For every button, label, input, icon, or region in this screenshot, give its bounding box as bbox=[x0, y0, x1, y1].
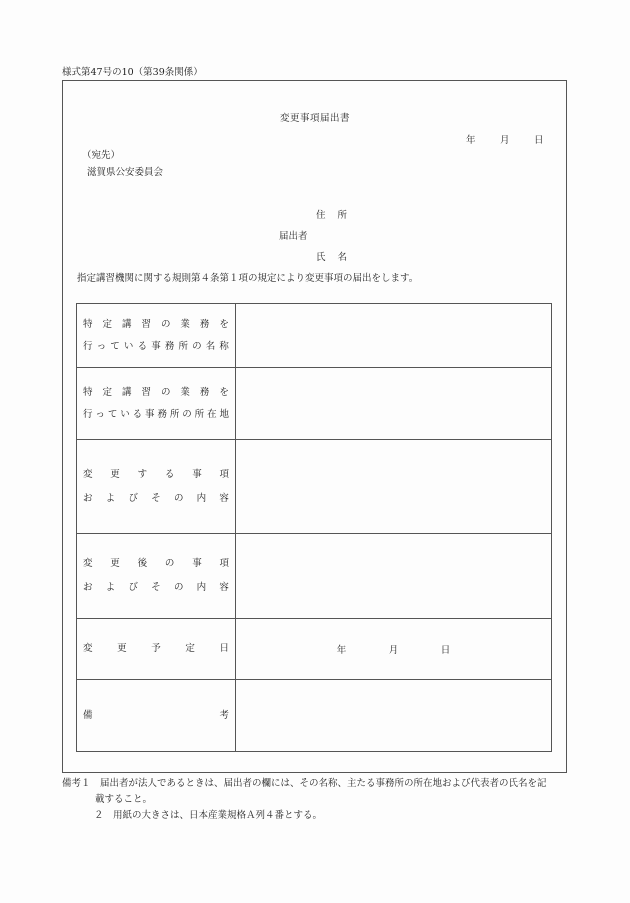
form-title: 変更事項届出書 bbox=[279, 113, 350, 124]
table-row bbox=[77, 680, 552, 752]
note-1-continuation: 載すること。 bbox=[95, 794, 153, 805]
label-char: 行 bbox=[83, 408, 93, 420]
name-char: 氏 bbox=[316, 252, 326, 263]
address-char: 所 bbox=[337, 210, 348, 221]
submission-date bbox=[466, 132, 544, 146]
label-char: 習 bbox=[141, 318, 151, 330]
table-row bbox=[77, 368, 552, 440]
row-label-remarks bbox=[77, 680, 236, 752]
label-char: 内 bbox=[196, 582, 207, 593]
label-char: 内 bbox=[196, 492, 207, 504]
label-char: 事 bbox=[192, 468, 202, 480]
notes bbox=[62, 776, 547, 824]
address-char: 住 bbox=[316, 210, 326, 221]
label-char: そ bbox=[151, 492, 161, 504]
label-char: よ bbox=[105, 492, 116, 504]
date-day-label: 日 bbox=[534, 135, 544, 146]
label-char: 更 bbox=[117, 643, 127, 654]
label-char: を bbox=[219, 386, 229, 398]
row-label-office-location bbox=[77, 368, 236, 440]
label-char: 務 bbox=[157, 408, 167, 420]
label-char: 項 bbox=[219, 558, 229, 569]
label-char: 定 bbox=[102, 386, 112, 398]
label-char: 変 bbox=[83, 468, 93, 480]
label-char: 業 bbox=[180, 318, 190, 330]
label-char: び bbox=[128, 492, 138, 504]
label-char: 特 bbox=[83, 386, 93, 398]
label-char: 在 bbox=[207, 408, 217, 420]
label-char: 更 bbox=[110, 558, 120, 569]
label-char: 講 bbox=[121, 318, 132, 330]
note-1-text: 届出者が法人であるときは、届出者の欄には、その名称、主たる事務所の所在地および代表者の氏名を記 bbox=[100, 778, 547, 789]
table-row bbox=[77, 440, 552, 534]
label-char: す bbox=[137, 468, 148, 480]
scheduled-day-label: 日 bbox=[440, 645, 451, 656]
label-char: を bbox=[219, 318, 229, 330]
label-char: 名 bbox=[205, 340, 216, 352]
remarks-field[interactable] bbox=[236, 680, 552, 752]
label-char: 容 bbox=[219, 492, 229, 504]
label-char: 後 bbox=[137, 558, 148, 569]
label-char: 備 bbox=[83, 709, 93, 721]
row-label-office-name bbox=[77, 304, 236, 368]
label-char: 行 bbox=[83, 340, 93, 352]
label-char: 変 bbox=[83, 643, 93, 654]
applicant-label: 届出者 bbox=[279, 231, 308, 242]
label-char: の bbox=[160, 386, 171, 398]
label-char: っ bbox=[95, 408, 105, 420]
label-char: 講 bbox=[121, 386, 132, 398]
label-char: る bbox=[137, 340, 148, 352]
address-label bbox=[316, 207, 347, 221]
label-char: お bbox=[83, 492, 93, 504]
label-char: 習 bbox=[141, 386, 151, 398]
row-label-scheduled-date bbox=[77, 619, 236, 680]
table-row bbox=[77, 619, 552, 680]
label-char: 所 bbox=[194, 408, 205, 420]
note-1 bbox=[62, 776, 547, 792]
label-char: 事 bbox=[192, 558, 202, 569]
label-char: て bbox=[107, 408, 118, 420]
after-change-field[interactable] bbox=[236, 534, 552, 619]
date-month-label: 月 bbox=[500, 135, 510, 146]
label-char: て bbox=[110, 340, 120, 352]
label-char: 事 bbox=[151, 340, 161, 352]
label-char: 所 bbox=[169, 408, 180, 420]
label-char: の bbox=[173, 582, 184, 593]
addressee-label: （宛先） bbox=[82, 150, 121, 161]
label-char: 項 bbox=[219, 468, 229, 480]
row-label-change-items bbox=[77, 440, 236, 534]
label-char: る bbox=[164, 468, 175, 480]
label-char: お bbox=[83, 582, 93, 593]
label-char: 所 bbox=[178, 340, 188, 352]
declaration-text: 指定講習機関に関する規則第４条第１項の規定により変更事項の届出をします。 bbox=[77, 273, 419, 284]
label-char: 特 bbox=[83, 318, 93, 330]
date-year-label: 年 bbox=[466, 135, 476, 146]
label-char: 務 bbox=[199, 386, 210, 398]
office-name-field[interactable] bbox=[236, 304, 552, 368]
label-char: の bbox=[192, 340, 202, 352]
scheduled-month-label: 月 bbox=[388, 645, 399, 656]
label-char: っ bbox=[96, 340, 107, 352]
label-char: 変 bbox=[83, 558, 93, 569]
label-char: い bbox=[120, 408, 130, 420]
label-char: び bbox=[128, 582, 138, 593]
label-char: 定 bbox=[185, 643, 195, 654]
label-char: 定 bbox=[102, 318, 112, 330]
addressee-name: 滋賀県公安委員会 bbox=[87, 167, 164, 178]
label-char: の bbox=[160, 318, 171, 330]
label-char: 称 bbox=[219, 340, 229, 352]
scheduled-date-field[interactable] bbox=[236, 619, 552, 680]
label-char: の bbox=[173, 492, 184, 504]
change-items-field[interactable] bbox=[236, 440, 552, 534]
label-char: い bbox=[123, 340, 134, 352]
label-char: 業 bbox=[180, 386, 190, 398]
row-label-after-change bbox=[77, 534, 236, 619]
label-char: る bbox=[132, 408, 143, 420]
scheduled-year-label: 年 bbox=[336, 645, 347, 656]
label-char: 地 bbox=[219, 408, 229, 420]
label-char: よ bbox=[105, 582, 116, 593]
office-location-field[interactable] bbox=[236, 368, 552, 440]
name-char: 名 bbox=[337, 252, 348, 263]
notification-table bbox=[76, 303, 552, 752]
name-label bbox=[316, 249, 347, 263]
form-number: 様式第47号の10（第39条関係） bbox=[62, 67, 203, 78]
table-row bbox=[77, 304, 552, 368]
label-char: 考 bbox=[219, 709, 229, 721]
label-char: 容 bbox=[219, 582, 229, 593]
note-1-prefix: 備考１ bbox=[62, 778, 101, 789]
label-char: 事 bbox=[145, 408, 155, 420]
label-char: 務 bbox=[164, 340, 175, 352]
label-char: の bbox=[164, 558, 175, 569]
label-char: 務 bbox=[199, 318, 210, 330]
label-char: 更 bbox=[110, 468, 120, 480]
note-2: ２ 用紙の大きさは、日本産業規格Ａ列４番とする。 bbox=[94, 810, 323, 821]
label-char: の bbox=[182, 408, 192, 420]
table-row bbox=[77, 534, 552, 619]
label-char: そ bbox=[151, 582, 161, 593]
label-char: 日 bbox=[219, 643, 229, 654]
label-char: 予 bbox=[151, 643, 161, 654]
